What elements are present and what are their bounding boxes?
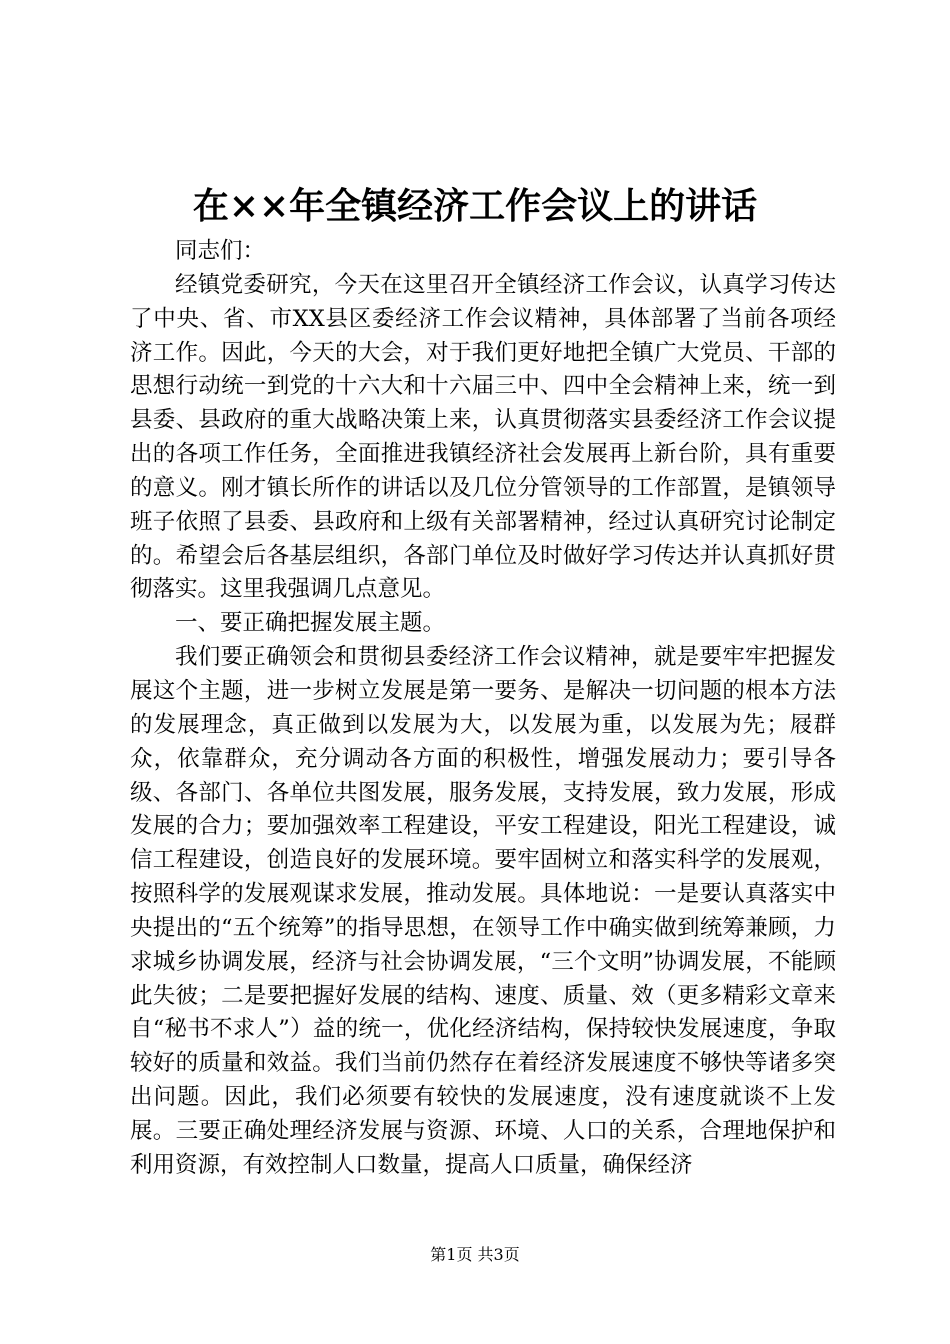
section-heading: 一、要正确把握发展主题。: [175, 610, 446, 637]
document-body: [130, 235, 836, 1183]
intro-paragraph: 经镇党委研究，今天在这里召开全镇经济工作会议，认真学习传达了中央、省、市XX县区委经济工作会议精神，具体部署了当前各项经济工作。因此，今天的大会，对于我们更好地把全镇广大党员、干部的思想行动统一到党的十六大和十六届三中、四中全会精神上来，统一到县委、县政府的重大战略决策上来，认真贯彻落实县委经济工作会议提出的各项工作任务，全面推进我镇经济社会发展再上新台阶，具有重要的意义。刚才镇长所作的讲话以及几位分管领导的工作部置，是镇领导班子依照了县委、县政府和上级有关部署精神，经过认真研究讨论制定的。希望会后各基层组织，各部门单位及时做好学习传达并认真抓好贯彻落实。这里我强调几点意见。: [130, 271, 836, 603]
section-body-paragraph: 我们要正确领会和贯彻县委经济工作会议精神，就是要牢牢把握发展这个主题，进一步树立发展是第一要务、是解决一切问题的根本方法的发展理念，真正做到以发展为大，以发展为重，以发展为先；屐群众，依靠群众，充分调动各方面的积极性，增强发展动力；要引导各级、各部门、各单位共图发展，服务发展，支持发展，致力发展，形成发展的合力；要加强效率工程建设，平安工程建设，阳光工程建设，诚信工程建设，创造良好的发展环境。要牢固树立和落实科学的发展观，按照科学的发展观谋求发展，推动发展。具体地说：一是要认真落实中央提出的“五个统筹”的指导思想，在领导工作中确实做到统筹兼顾，力求城乡协调发展，经济与社会协调发展，“三个文明”协调发展，不能顾此失彼；二是要把握好发展的结构、速度、质量、效（更多精彩文章来自“秘书不求人”）益的统一，优化经济结构，保持较快发展速度，争取较好的质量和效益。我们当前仍然存在着经济发展速度不够快等诸多突出问题。因此，我们必须要有较快的发展速度，没有速度就谈不上发展。三要正确处理经济发展与资源、环境、人口的关系，合理地保护和利用资源，有效控制人口数量，提高人口质量，确保经济: [130, 644, 836, 1178]
salutation-paragraph: 同志们：: [175, 238, 266, 264]
page-footer: 第1页 共3页: [430, 1245, 520, 1264]
document-title: 在××年全镇经济工作会议上的讲话: [192, 185, 758, 227]
